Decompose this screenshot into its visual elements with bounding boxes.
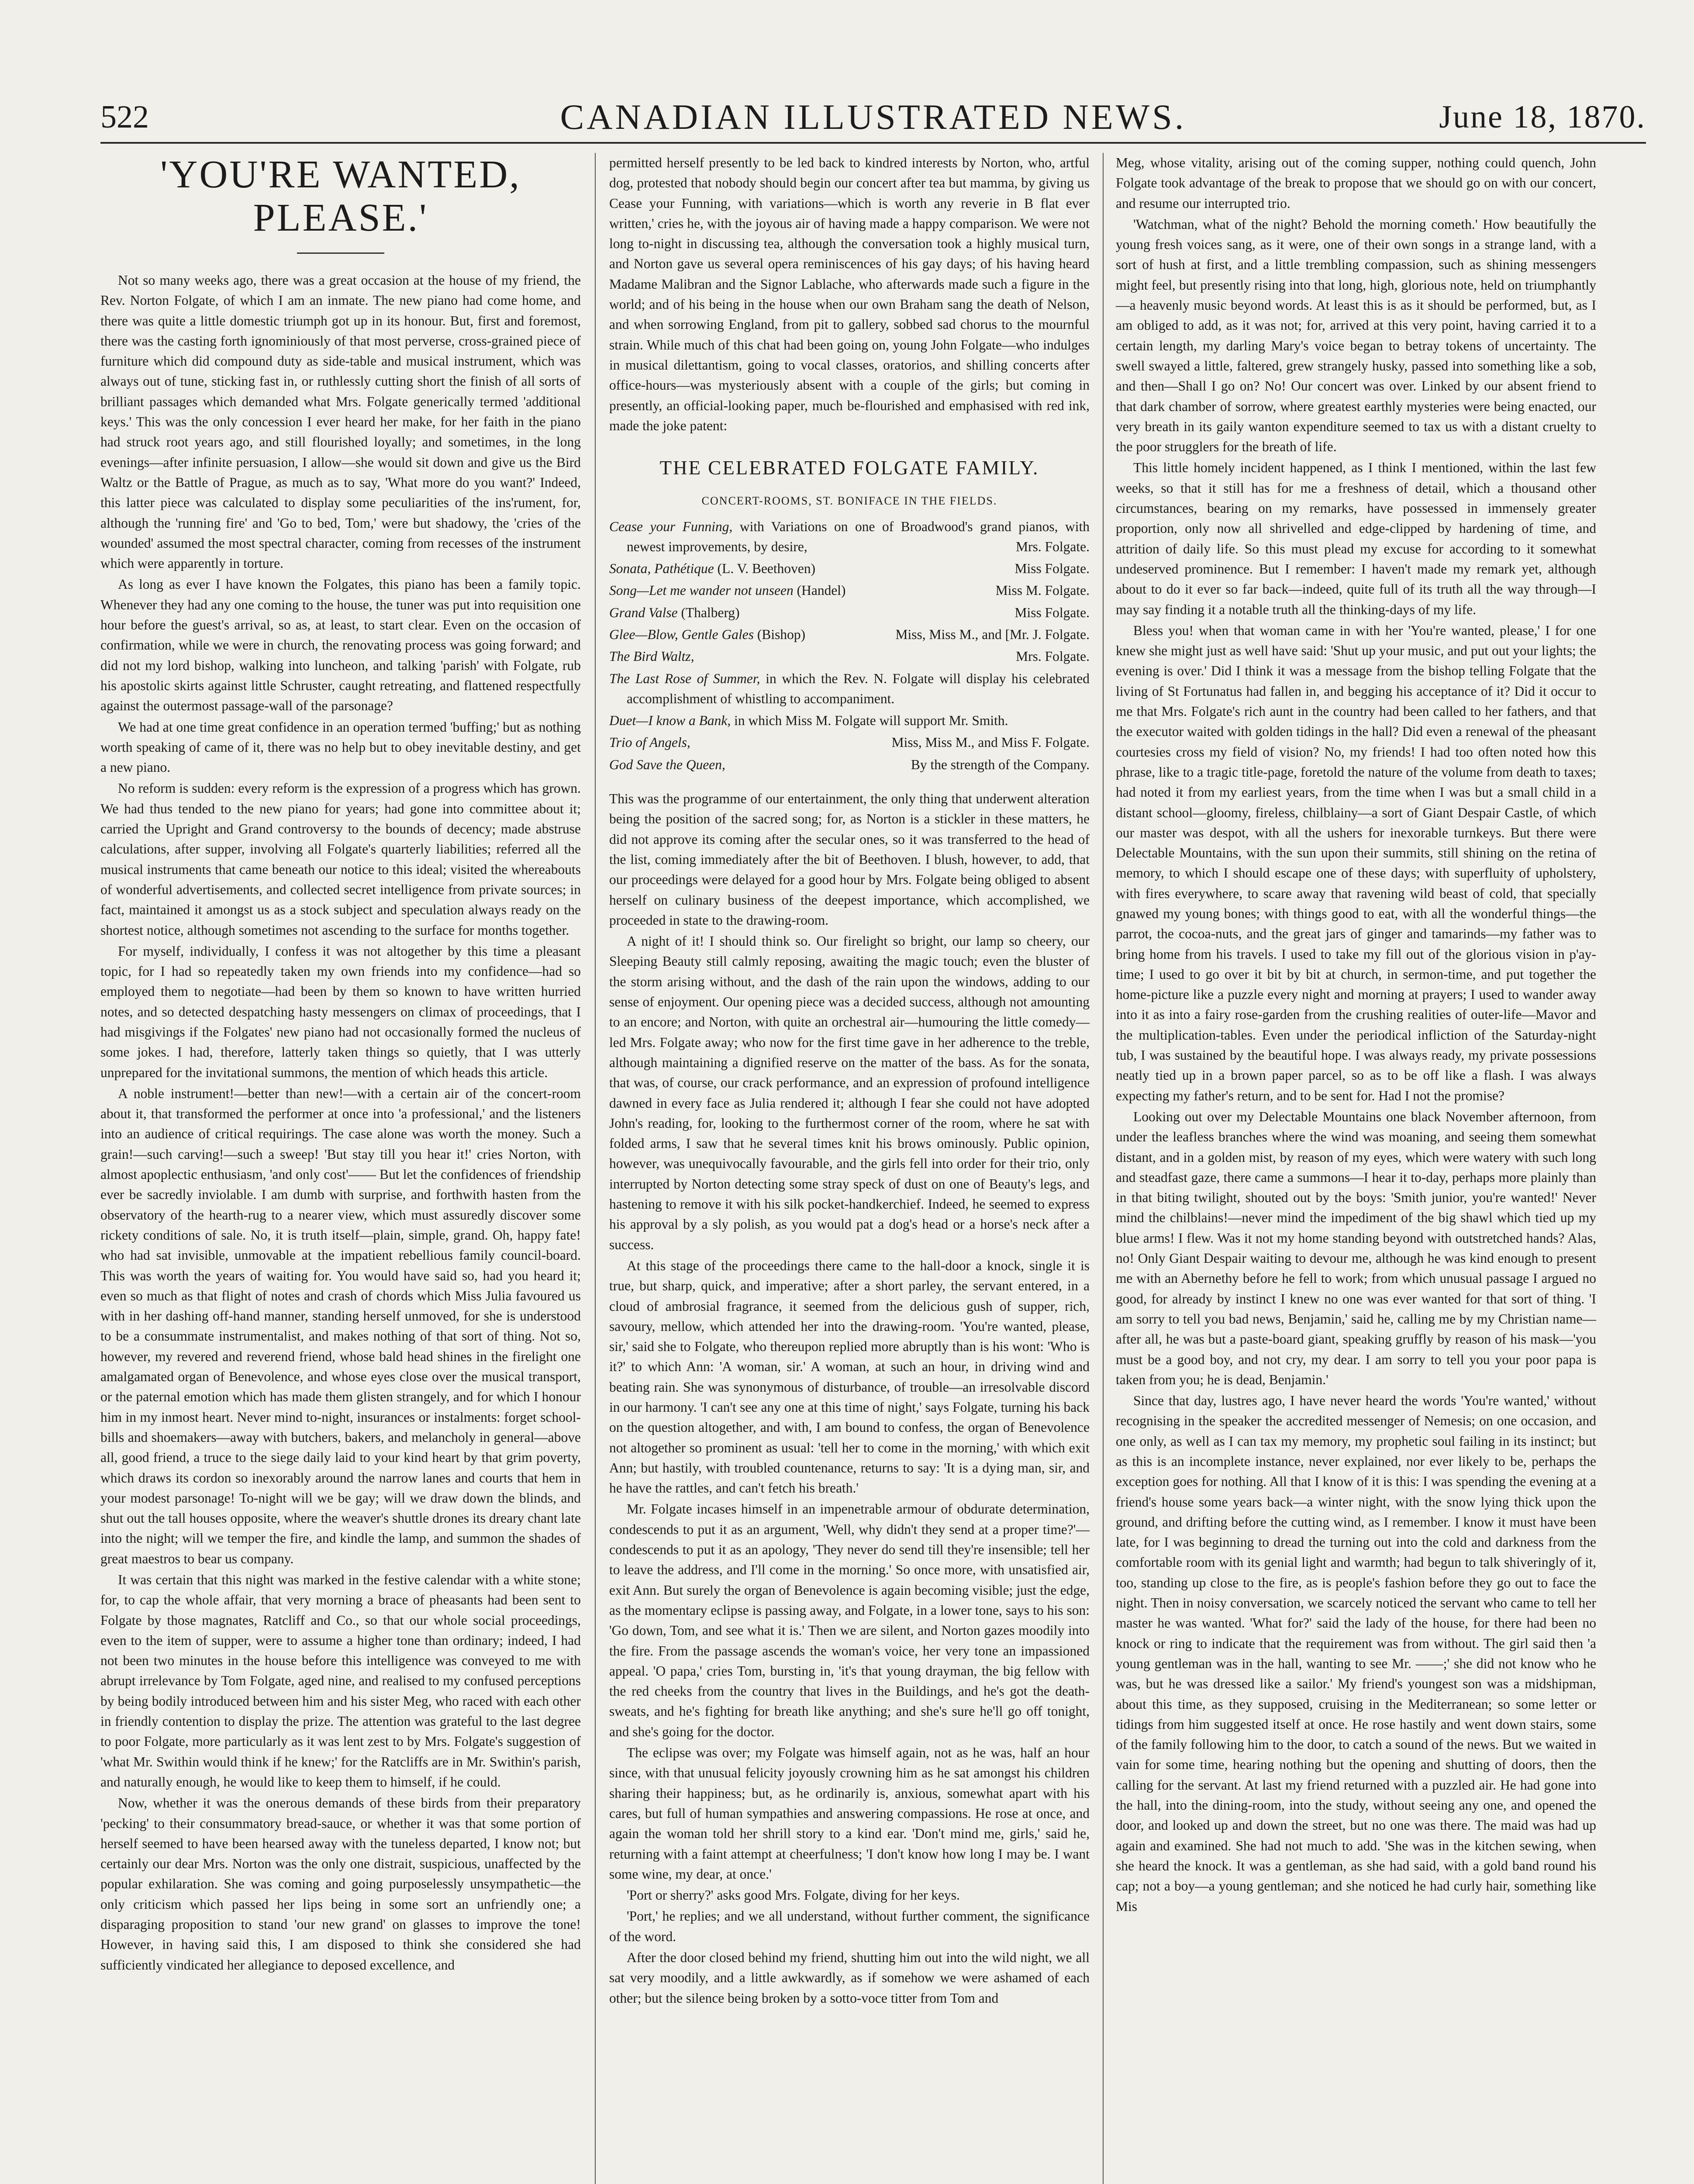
publication-title: CANADIAN ILLUSTRATED NEWS. <box>560 97 1187 137</box>
title-rule <box>297 252 384 254</box>
paragraph: Not so many weeks ago, there was a great occasion at the house of my friend, the Rev. Norton Folgate, of which I am an inmate. The new piano had come home, and there was quite a little domestic triumph got up in its honour. But, first and foremost, there was the casting forth ignominiously of that most perverse, cross-grained piece of furniture which did compound duty as side-table and musical instrument, which was always out of tune, sticking fast in, or ruthlessly cutting short the finish of all sorts of brilliant passages which demanded what Mrs. Folgate generically termed 'additional keys.' This was the only concession I ever heard her make, for her faith in the piano had struck root years ago, and still flourished loyally; and sometimes, in the long evenings—after infinite persuasion, I allow—she would sit down and give us the Bird Waltz or the Battle of Prague, as much as to say, 'What more do you want?' Indeed, this latter piece was calculated to display some peculiarities of the ins'rument, for, although the 'running fire' and 'Go to bed, Tom,' were but shadowy, the 'cries of the wounded' assumed the most spectral character, coming from recesses of the instrument which were apparently in torture. <box>100 273 581 571</box>
masthead <box>100 90 1646 144</box>
programme-performer: Miss Folgate. <box>1014 605 1090 620</box>
programme-item <box>609 755 1090 775</box>
programme-detail: in which Miss M. Folgate will support Mr. Smith. <box>734 713 1008 729</box>
programme-piece: God Save the Queen, <box>609 757 725 772</box>
programme-piece: Song—Let me wander not unseen <box>609 583 794 598</box>
programme-item <box>609 733 1090 753</box>
paragraph: We had at one time great confidence in an operation termed 'buffing;' but as nothing worth speaking of came of it, there was no help but to obey inevitable destiny, and get a new piano. <box>100 719 581 775</box>
programme-performer: Miss Folgate. <box>1014 561 1090 577</box>
programme-performer: Mrs. Folgate. <box>1016 539 1090 554</box>
paragraph: No reform is sudden: every reform is the expression of a progress which has grown. We had thus tended to the new piano for years; had gone into committee about it; carried the Upright and Grand controversy to the bounds of decency; made abstruse calculations, after supper, involving all Folgate's quarterly liabilities; referred all the musical instruments that came beneath our notice to this ideal; visited the whereabouts of wonderful advertisements, and collected secret intelligence from private sources; in fact, maintained it amongst us as a stock subject and speculation always ready on the shortest notice, although sometimes not ascending to the surface for months together. <box>100 781 581 938</box>
programme-piece: Glee—Blow, Gentle Gales <box>609 627 754 642</box>
paragraph: It was certain that this night was marked in the festive calendar with a white stone; for, to cap the whole affair, that very morning a brace of pheasants had been sent to Folgate by those magnates, Ratcliff and Co., so that our whole social proceedings, even to the item of supper, were to assume a higher tone than ordinary; indeed, I had not been two minutes in the house before this intelligence was conveyed to me with abrupt irrelevance by Tom Folgate, aged nine, and realised to my confused perceptions by being bodily introduced between him and his sister Meg, who raced with each other in friendly contention to display the prize. The attention was grateful to the last degree to poor Folgate, more particularly as it was lent zest to by Mrs. Folgate's suggestion of 'what Mr. Swithin would think if he knew;' for the Ratcliffs are in Mr. Swithin's parish, and naturally enough, he would like to keep them to himself, if he could. <box>100 1572 581 1790</box>
programme-detail: with Variations on one of Broadwood's grand pianos, with newest improvements, by desire, <box>627 518 1090 554</box>
paragraph: 'Watchman, what of the night? Behold the morning cometh.' How beautifully the young fresh voices sang, as it were, one of their own songs in a strange land, with a sort of hush at first, and a little trembling compassion, such as shining messengers might feel, but presently rising into that long, high, glorious note, held on triumphantly—a heavenly music beyond words. At least this is as it should be performed, but, as I am obliged to add, as it was not; for, arrived at this very point, having carried it to a certain length, my darling Mary's voice began to betray tokens of uncertainty. The swell swayed a little, faltered, grew strangely husky, passed into something like a sob, and then—Shall I go on? No! Our concert was over. Linked by our absent friend to that dark chamber of sorrow, where greatest earthly mysteries were being enacted, our very breath in its gaily wanton expenditure seemed to tax us with a distant cruelty to the poor strugglers for the breath of life. <box>1116 216 1596 455</box>
programme-item <box>609 517 1090 557</box>
programme-item <box>609 581 1090 601</box>
paragraph: Mr. Folgate incases himself in an impenetrable armour of obdurate determination, condescends to put it as an argument, 'Well, why didn't they send at a proper time?'—condescends to put it as an apology, 'They never do send till they're insensible; tell her to leave the address, and I'll come in the morning.' So once more, with unsatisfied air, exit Ann. But surely the organ of Benevolence is again becoming visible; just the edge, as the momentary eclipse is passing away, and Folgate, in a lower tone, says to his son: 'Go down, Tom, and see what it is.' Then we are silent, and Norton gazes moodily into the fire. From the passage ascends the woman's voice, her very tone an impassioned appeal. 'O papa,' cries Tom, bursting in, 'it's that young drayman, the big fellow with the red cheeks from the country that lives in the Buildings, and he's got the death-sweats, and he's fighting for breath like anything; and she's sure he'll go off tonight, and she's going for the doctor. <box>609 1501 1090 1739</box>
programme-detail: (Bishop) <box>757 627 806 642</box>
article-title: 'YOU'RE WANTED, PLEASE.' <box>160 153 521 239</box>
playbill-title: THE CELEBRATED FOLGATE FAMILY. <box>659 457 1039 479</box>
programme-item <box>609 646 1090 667</box>
programme-item <box>609 669 1090 709</box>
programme-piece: The Bird Waltz, <box>609 649 694 664</box>
paragraph: Since that day, lustres ago, I have never heard the words 'You're wanted,' without recognising in the speaker the accredited messenger of Nemesis; on one occasion, and one only, as well as I can tax my memory, my prophetic soul failing in its instinct; but as this is an incomplete instance, never explained, nor ever likely to be, perhaps the exception goes for nothing. All that I know of it is this: I was spending the evening at a friend's house some years back—a winter night, with the snow lying thick upon the ground, and drifting before the cutting wind, as I remember. I know it must have been late, for I was beginning to dread the turning out into the cold and darkness from the comfortable room with its genial light and warmth; had begun to talk shiveringly of it, too, standing up close to the fire, as is people's fashion before they go out to face the night. Then in noisy conversation, we scarcely noticed the servant who came to tell her master he was wanted. 'What for?' said the lady of the house, for there had been no knock or ring to indicate that the requirement was from without. The girl said then 'a young gentleman was in the hall, wanting to see Mr. ——;' she did not know who he was, but he was dressed like a sailor.' My friend's youngest son was a midshipman, about this time, as they supposed, cruising in the Mediterranean; so some letter or tidings from him suggested itself at once. He rose hastily and went down stairs, some of the family following him to the door, to catch a sound of the news. But we waited in vain for some time, hearing nothing but the opening and shutting of doors, then the calling for the servant. At last my friend returned with a puzzled air. He had gone into the hall, into the dining-room, into the study, without seeing any one, and opened the door, and looked up and down the street, but no one was there. The maid was had up again and examined. She had not much to add. 'She was in the kitchen sewing, when she heard the knock. It was a gentleman, as she had said, with a gold band round his cap; not a boy—a young gentleman; and she noticed he had curly hair, something like Mis <box>1116 1393 1596 1914</box>
programme-piece: Cease your Funning, <box>609 518 733 534</box>
programme-detail: in which the Rev. N. Folgate will display his celebrated accomplishment of whistling to accompaniment. <box>627 670 1090 706</box>
paragraph: Bless you! when that woman came in with her 'You're wanted, please,' I for one knew she might just as well have said: 'Shut up your music, and put out your lights; the evening is over.' Did I think it was a message from the bishop telling Folgate that the living of St Fortunatus had fallen in, and begging his acceptance of it? Did it occur to me that Mrs. Folgate's rich aunt in the country had been called to her fathers, and that the executor waited with golden tidings in the hall? Did even a renewal of the pheasant courtesies cross my field of vision? No, my friends! I had too often noted how this phrase, like to a tragic title-page, foretold the nature of the volume from death to taxes; had noted it from my earliest years, from the time when I was but a small child in a distant school—gloomy, fireless, chilblainy—a sort of Giant Despair Castle, of which our master was despot, with all the ushers for inexorable turnkeys. But there were Delectable Mountains, with the sun upon their summits, still shining on the retina of memory, to which I should escape one of these days; with superfluity of upholstery, with fires everywhere, to scare away that ravening wild beast of cold, that specially gnawed my young bones; with things good to eat, with all the wonderful things—the parrot, the cocoa-nuts, and the great jars of ginger and tamarinds—my father was to bring home from his travels. I used to take my fill out of the glorious vision in p'ay-time; I used to go over it bit by bit at church, in sermon-time, and put together the home-picture like a puzzle every night and morning at prayers; I used to wander away into it as into a fairy rose-garden from the crushing realities of outer-life—Mavor and the multiplication-tables. Even under the periodical infliction of the Saturday-night tub, I was sustained by the beautiful hope. I was always ready, my private possessions neatly tied up in a brown paper parcel, so as to be off like a flash. I was always expecting my father's return, and to be sent for. Had I not the promise? <box>1116 622 1596 1103</box>
issue-date: June 18, 1870. <box>1439 99 1646 135</box>
programme-piece: Grand Valse <box>609 605 678 620</box>
programme-piece: Duet—I know a Bank, <box>609 713 731 729</box>
paragraph: For myself, individually, I confess it was not altogether by this time a pleasant topic, for I had so repeatedly taken my own friends into my confidence—had so employed them to negotiate—had been by them so known to have written hurried notes, and so detected despatching hasty messengers on climax of proceedings, that I had misgivings if the Folgates' new piano had not occasionally formed the nucleus of some jokes. I had, therefore, latterly taken things so quietly, that I was utterly unprepared for the invitational summons, the mention of which heads this article. <box>100 943 581 1080</box>
programme-detail: (Handel) <box>797 583 846 598</box>
paragraph: Now, whether it was the onerous demands of these birds from their preparatory 'pecking' to their consummatory bread-sauce, or whether it was that some portion of herself seemed to have been hearsed away with the tuneless departed, I know not; but certainly our dear Mrs. Norton was the only one distrait, suspicious, unaffected by the popular exhilaration. She was coming and going purposelessly unsympathetic—the only criticism which passed her lips being in some sort an unfriendly one; a disparaging proposition to stand 'our new grand' on glasses to improve the tone! However, in having said this, I am disposed to think she considered she had sufficiently vindicated her allegiance to deposed excellence, and <box>100 1795 581 1973</box>
playbill-venue: CONCERT-ROOMS, ST. BONIFACE IN THE FIELDS. <box>701 494 997 508</box>
programme-piece: Trio of Angels, <box>609 735 690 750</box>
paragraph: 'Port,' he replies; and we all understand, without further comment, the significance of the word. <box>609 1908 1090 1944</box>
paragraph: At this stage of the proceedings there came to the hall-door a knock, single it is true, but sharp, quick, and imperative; after a short parley, the servant entered, in a cloud of ambrosial fragrance, it seemed from the delicious gush of supper, rich, savoury, mellow, which attended her into the drawing-room. 'You're wanted, please, sir,' said she to Folgate, who thereupon replied more abruptly than is his wont: 'Who is it?' to which Ann: 'A woman, sir.' A woman, at such an hour, in driving wind and beating rain. She was synonymous of disturbance, of trouble—an irresolvable discord in our harmony. 'I can't see any one at this time of night,' says Folgate, turning his back on the question altogether, and with, I am bound to confess, the organ of Benevolence not altogether so prominent as usual: 'tell her to come in the morning,' with which exit Ann; but hastily, with troubled countenance, returns to say: 'It is a dying man, sir, and he have the rattles, and can't fetch his breath.' <box>609 1258 1090 1496</box>
programme-performer: Miss, Miss M., and [Mr. J. Folgate. <box>895 627 1090 642</box>
paragraph: After the door closed behind my friend, shutting him out into the wild night, we all sat very moodily, and a little awkwardly, as if somehow we were ashamed of each other; but the silence being broken by a sotto-voce titter from Tom and <box>609 1950 1090 2006</box>
programme-item <box>609 625 1090 645</box>
paragraph: This was the programme of our entertainment, the only thing that underwent alteration being the position of the sacred song; for, as Norton is a stickler in these matters, he did not approve its coming after the secular ones, so it was transferred to the head of the list, coming immediately after the bit of Beethoven. I blush, however, to add, that our proceedings were delayed for a good hour by Mrs. Folgate being obliged to absent herself on culinary business of the deepest importance, which accomplished, we proceeded in state to the drawing-room. <box>609 791 1090 928</box>
column-rule <box>1103 153 1104 2184</box>
paragraph: Looking out over my Delectable Mountains one black November afternoon, from under the leafless branches where the wind was moaning, and seeing them somewhat distant, and in a golden mist, by reason of my eyes, which were watery with such long and steadfast gaze, there came a summons—I hear it to-day, perhaps more plainly than in that biting twilight, shouted out by the boys: 'Smith junior, you're wanted!' Never mind the chilblains!—never mind the impediment of the big shawl which tied up my blue arms! I flew. Was it not my home standing beyond with outstretched hands? Alas, no! Only Giant Despair waiting to devour me, although he was kind enough to present me with an Abernethy before he fell to work; from which unusual passage I argued no good, for already by instinct I knew no one was ever wanted for that sort of thing. 'I am sorry to tell you bad news, Benjamin,' said he, calling me by my Christian name—after all, he was but a paste-board giant, speaking gruffly by reason of his mask—'you must be a good boy, and not cry, my dear. I am sorry to tell you your poor papa is taken from you; he is dead, Benjamin.' <box>1116 1109 1596 1387</box>
paragraph: This little homely incident happened, as I think I mentioned, within the last few weeks, so that it still has for me a freshness of detail, which a thousand other circumstances, bearing on my remarks, have possessed in immensely greater proportion, only now all shrivelled and edge-clipped by hardening of time, and attrition of daily life. So this must plead my excuse for according to it somewhat undeserved prominence. But I remember: I haven't made my remark yet, although about to do it ever so far back—indeed, quite full of its truth all the way through—I may say finding it a notable truth all the thinking-days of my life. <box>1116 460 1596 617</box>
paragraph: permitted herself presently to be led back to kindred interests by Norton, who, artful dog, protested that nobody should begin our concert after tea but mamma, by giving us Cease your Funning, with variations—which is worth any reverie in B flat ever written,' cries he, with the joyous air of having made a happy comparison. We were not long to-night in discussing tea, although the conversation took a highly musical turn, and Norton gave us several opera reminiscences of his gay days; of his having heard Madame Malibran and the Signor Lablache, who afterwards made such a figure in the world; and of his being in the house when our own Braham sang the death of Nelson, and when sorrowing England, from pit to gallery, sobbed sad chorus to the mournful strain. While much of this chat had been going on, young John Folgate—who indulges in musical dilettantism, going to vocal classes, oratorios, and shilling concerts after office-hours—was mysteriously absent with a couple of the girls; but coming in presently, an official-looking paper, much be-flourished and emphasised with red ink, made the joke patent: <box>609 155 1090 433</box>
paragraph: As long as ever I have known the Folgates, this piano has been a family topic. Whenever they had any one coming to the house, the tuner was put into requisition one hour before the guest's arrival, so as, at least, to start clear. Even on the occasion of confirmation, while we were in church, the renovating process was going forward; and did not my lord bishop, walking into luncheon, and talking 'parish' with Folgate, rub his apostolic skirts against little Schruster, caught retreating, and flattened respectfully against the outermost passage-wall of the parsonage? <box>100 577 581 714</box>
programme-piece: The Last Rose of Summer, <box>609 670 760 686</box>
programme-detail: (Thalberg) <box>681 605 740 620</box>
programme-piece: Sonata, Pathétique <box>609 561 714 577</box>
programme-performer: Mrs. Folgate. <box>1016 649 1090 664</box>
programme-list <box>609 517 1090 775</box>
programme-performer: Miss M. Folgate. <box>995 583 1090 598</box>
column-3 <box>1116 153 1596 1918</box>
page-number: 522 <box>100 99 149 135</box>
programme-item <box>609 603 1090 623</box>
column-rule <box>595 153 596 2184</box>
column-1 <box>100 153 581 1976</box>
programme-detail: (L. V. Beethoven) <box>717 561 816 577</box>
paragraph: The eclipse was over; my Folgate was himself again, not as he was, half an hour since, with that unusual felicity joyously crowning him as he sat amongst his children sharing their happiness; but, as he ordinarily is, anxious, somewhat apart with his cares, but full of human sympathies and answering compassions. He rose at once, and again the woman told her shrill story to a kind ear. 'Don't mind me, girls,' said he, returning with a faint attempt at cheerfulness; 'I don't know how long I may be. I want some wine, my dear, at once.' <box>609 1745 1090 1882</box>
programme-item <box>609 559 1090 579</box>
programme-item <box>609 711 1090 731</box>
paragraph: A night of it! I should think so. Our firelight so bright, our lamp so cheery, our Sleeping Beauty still calmly reposing, awaiting the magic touch; even the bluster of the storm arising without, and the dash of the rain upon the windows, adding to our sense of enjoyment. Our opening piece was a decided success, although not amounting to an encore; and Norton, with quite an orchestral air—humouring the little comedy—led Mrs. Folgate away; who now for the first time gave in her adherence to the treble, although maintaining a dignified reserve on the matter of the bass. As for the sonata, that was, of course, our crack performance, and an expression of profound intelligence dawned in every face as Julia rendered it; although I fear she could not have adopted John's reading, for, looking to the furthermost corner of the room, where he sat with folded arms, I saw that he several times knit his brows ominously. Public opinion, however, was unequivocally favourable, and the girls fell into order for their trio, only interrupted by Norton detecting some stray speck of dust on one of Beauty's legs, and hastening to remove it with his silk pocket-handkerchief. Indeed, he seemed to express his approval by a sly polish, as you would pat a dog's head or a horse's neck after a success. <box>609 933 1090 1252</box>
paragraph: 'Port or sherry?' asks good Mrs. Folgate, diving for her keys. <box>627 1887 960 1903</box>
paragraph: Meg, whose vitality, arising out of the coming supper, nothing could quench, John Folgate took advantage of the break to propose that we should go on with our concert, and resume our interrupted trio. <box>1116 155 1596 211</box>
column-2 <box>609 153 1090 2009</box>
programme-performer: By the strength of the Company. <box>911 757 1090 772</box>
paragraph: A noble instrument!—better than new!—with a certain air of the concert-room about it, that transformed the performer at once into 'a professional,' and the listeners into an audience of critical requirings. The case alone was worth the money. Such a grain!—such carving!—such a sweep! 'But stay till you hear it!' cries Norton, with almost apoplectic enthusiasm, 'and only cost'—— But let the confidences of friendship ever be sacredly inviolable. I am dumb with surprise, and forthwith hasten from the observatory of the hearth-rug to a nearer view, which must assuredly discover some rickety conditions of sale. No, it is truth itself—plain, simple, grand. Oh, happy fate! who had sat invisible, unmovable at the impatient rebellious family council-board. This was worth the years of waiting for. You would have said so, had you heard it; even so much as that flight of notes and crash of chords which Miss Julia favoured us with in her dashing off-hand manner, standing herself unmoved, for she is understood to be a consummate instrumentalist, and makes nothing of that sort of thing. Not so, however, my revered and reverend friend, whose bald head shines in the firelight one amalgamated organ of Benevolence, and whose eyes close over the musical transport, or the paternal emotion which has made them glisten strangely, and for which I honour him in my inmost heart. Never mind to-night, insurances or instalments: forget school-bills and shoemakers—away with butchers, bakers, and melancholy in general—above all, good friend, a truce to the siege daily laid to your kind heart by that grim poverty, which draws its cordon so inexorably around the narrow lanes and courts that hem in your modest parsonage! To-night will we be gay; will we draw down the blinds, and shut out the tall houses opposite, where the weaver's shuttle drones its dreary chant late into the night; will we temper the fire, and kindle the lamp, and summon the shades of great maestros to bear us company. <box>100 1085 581 1566</box>
programme-performer: Miss, Miss M., and Miss F. Folgate. <box>891 735 1090 750</box>
